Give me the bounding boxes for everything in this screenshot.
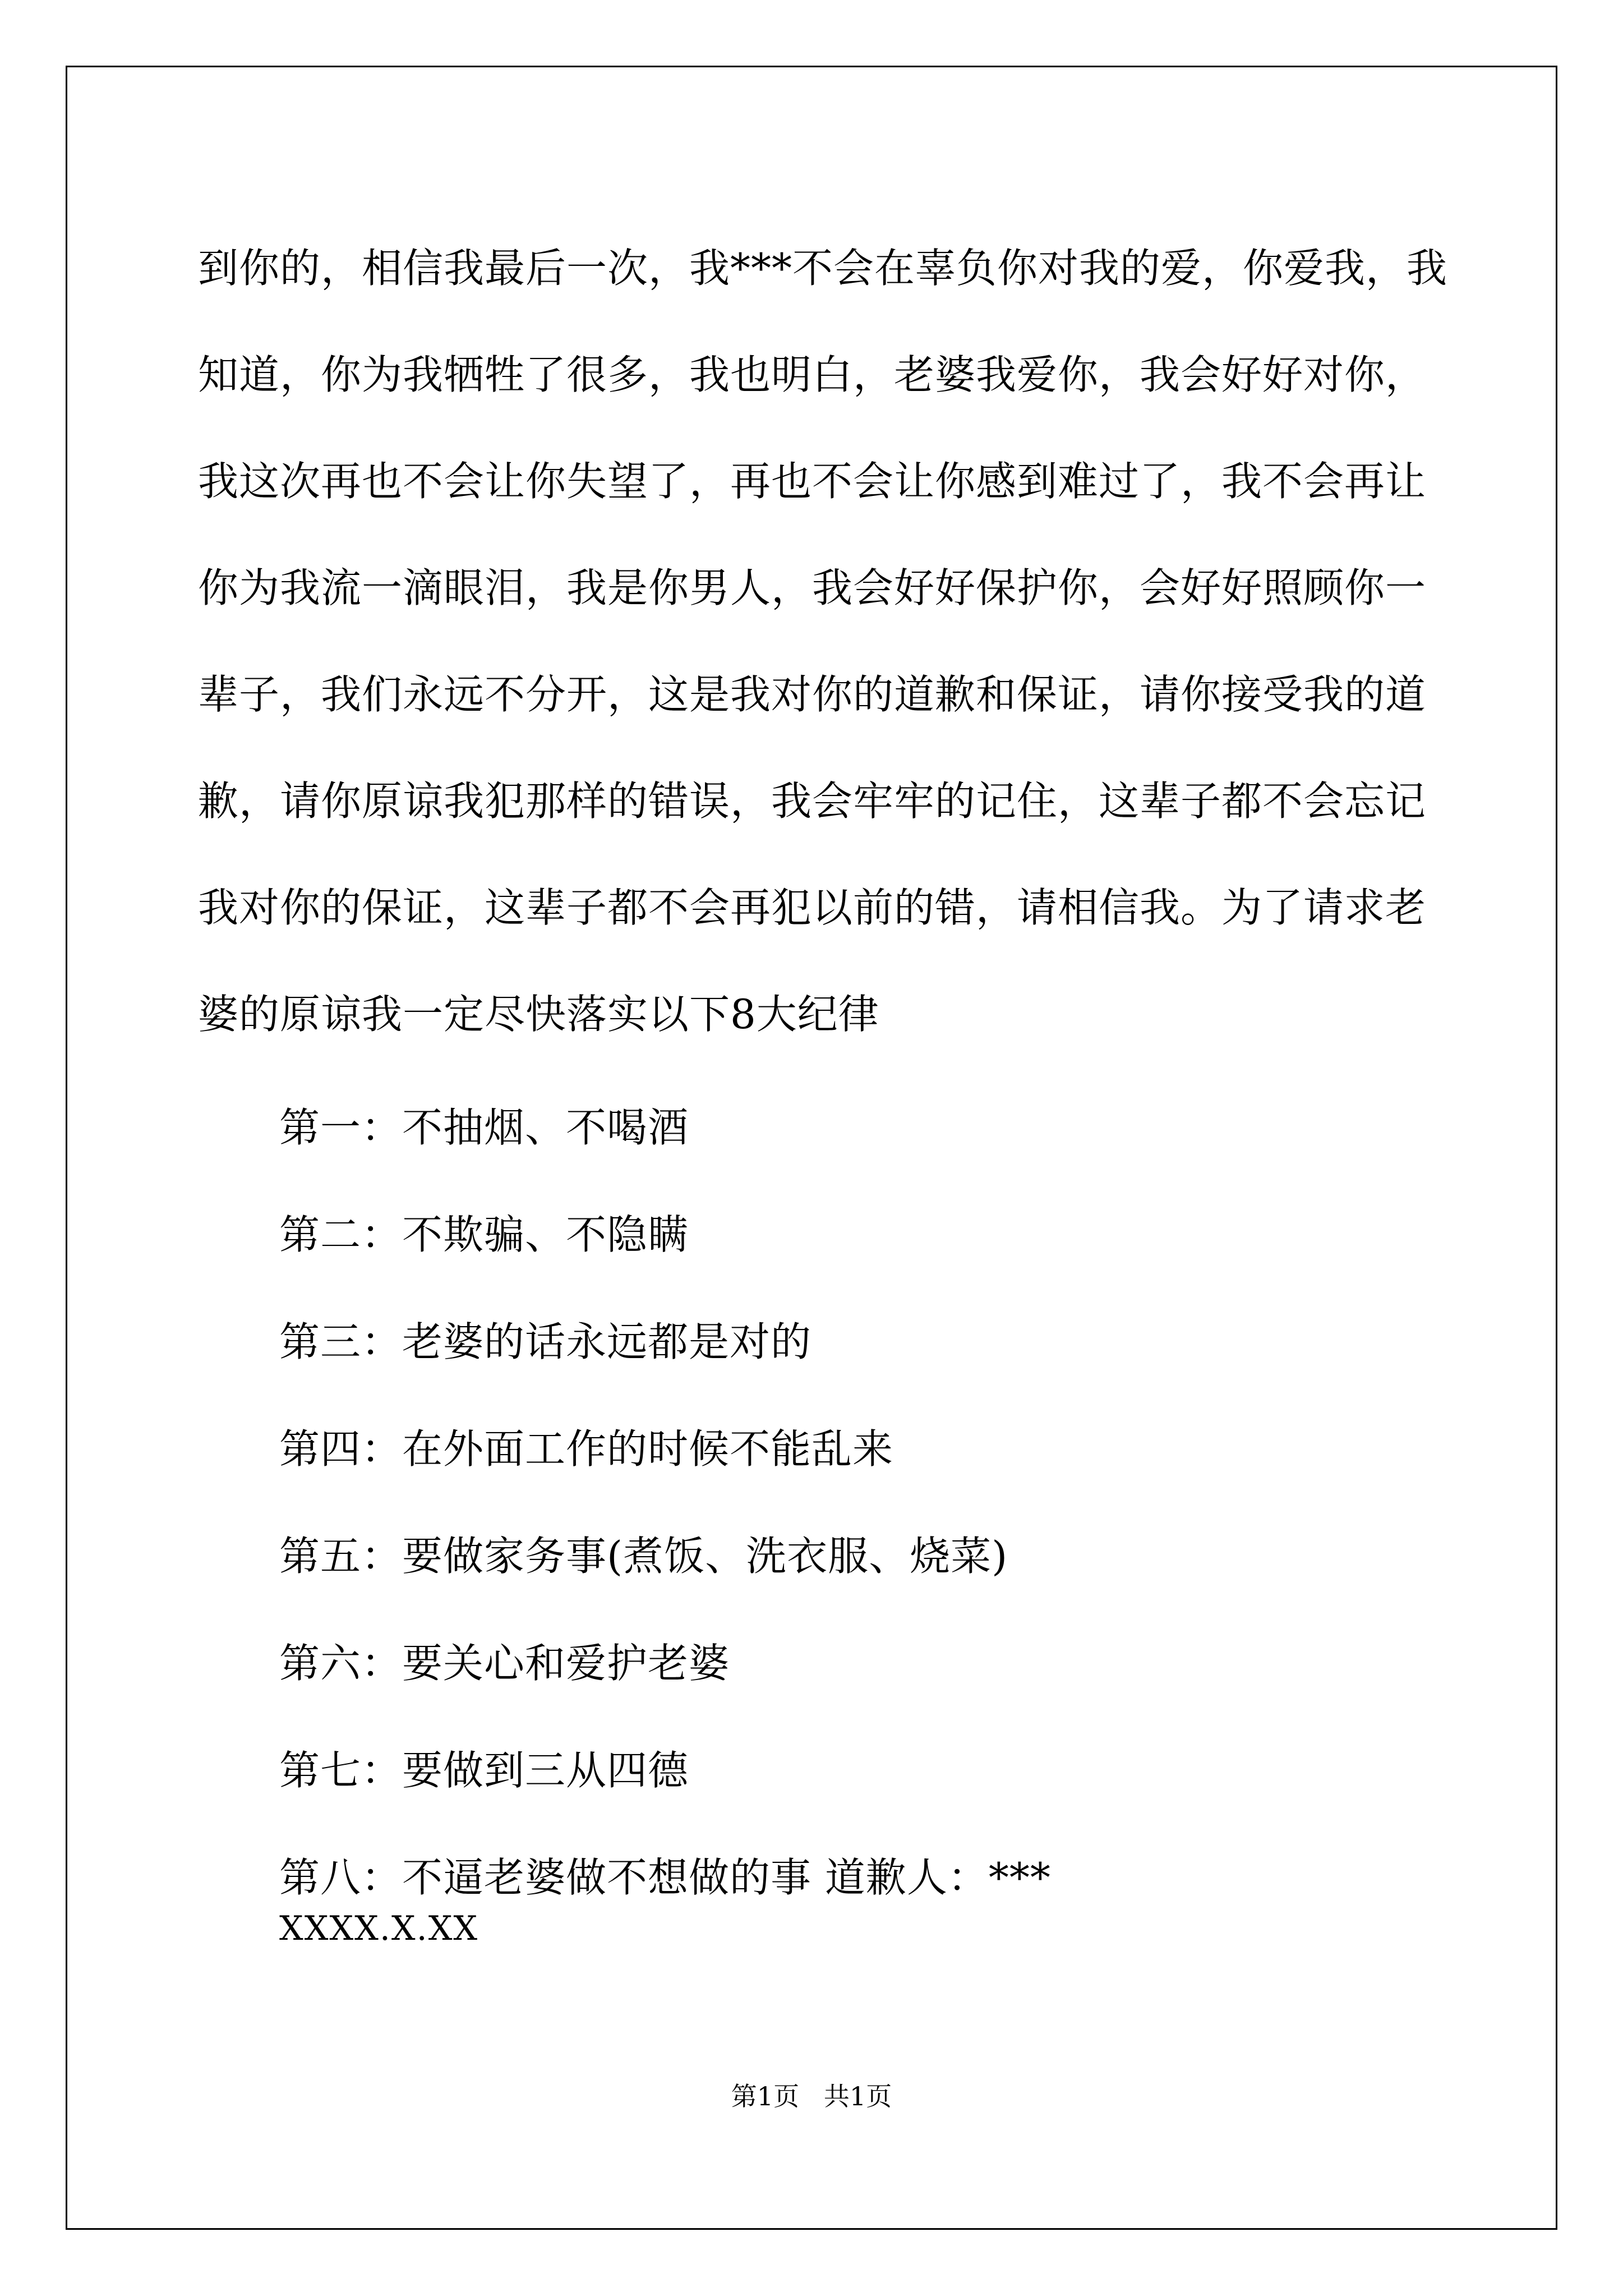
paragraph-line: 你为我流一滴眼泪，我是你男人，我会好好保护你，会好好照顾你一 bbox=[198, 564, 1427, 611]
rule-item-8: 第八：不逼老婆做不想做的事 道歉人：*** bbox=[279, 1854, 1051, 1901]
rule-item-3: 第三：老婆的话永远都是对的 bbox=[279, 1318, 812, 1365]
rule-item-1: 第一：不抽烟、不喝酒 bbox=[279, 1104, 689, 1151]
rule-item-4: 第四：在外面工作的时候不能乱来 bbox=[279, 1425, 894, 1473]
paragraph-line: 婆的原谅我一定尽快落实以下8大纪律 bbox=[198, 991, 879, 1038]
rule-item-7: 第七：要做到三从四德 bbox=[279, 1747, 689, 1794]
paragraph-line: 到你的，相信我最后一次，我***不会在辜负你对我的爱，你爱我，我 bbox=[198, 245, 1448, 292]
rules-list bbox=[279, 1074, 1051, 1931]
paragraph-line: 辈子，我们永远不分开，这是我对你的道歉和保证，请你接受我的道 bbox=[198, 671, 1427, 718]
page-number-footer: 第1页 共1页 bbox=[731, 2081, 892, 2111]
paragraph-line: 知道，你为我牺牲了很多，我也明白，老婆我爱你，我会好好对你， bbox=[198, 351, 1427, 398]
paragraph-line: 我这次再也不会让你失望了，再也不会让你感到难过了，我不会再让 bbox=[198, 458, 1427, 505]
letter-paragraph bbox=[198, 215, 1448, 1068]
letter-date: XXXX.X.XX bbox=[279, 1909, 479, 1948]
paragraph-line: 歉，请你原谅我犯那样的错误，我会牢牢的记住，这辈子都不会忘记 bbox=[198, 777, 1427, 825]
rule-item-5: 第五：要做家务事(煮饭、洗衣服、烧菜) bbox=[279, 1533, 1008, 1580]
rule-item-2: 第二：不欺骗、不隐瞒 bbox=[279, 1211, 689, 1258]
rule-item-6: 第六：要关心和爱护老婆 bbox=[279, 1640, 730, 1687]
paragraph-line: 我对你的保证，这辈子都不会再犯以前的错，请相信我。为了请求老 bbox=[198, 884, 1427, 931]
